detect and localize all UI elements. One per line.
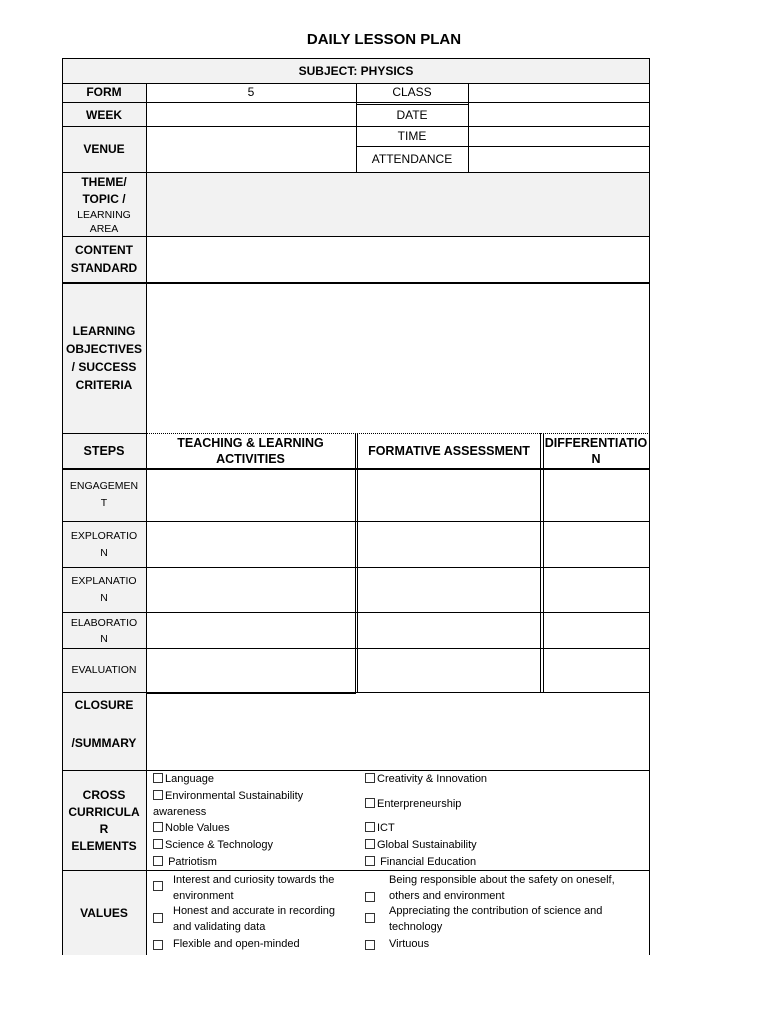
closure-label-line: /SUMMARY [71,736,137,750]
learning-objectives-line: / SUCCESS [71,360,137,374]
checkbox-icon[interactable] [365,892,375,902]
option-text: Environmental Sustainability [165,790,304,802]
option-text: technology [389,921,443,933]
cross-option-creativity[interactable] [365,771,487,787]
page-title: DAILY LESSON PLAN [306,31,462,48]
border [62,648,650,649]
option-text: ICT [377,822,395,834]
border [62,567,650,568]
step-explanation-label [62,568,146,612]
class-label: CLASS [392,85,432,99]
step-label-line: ENGAGEMEN [69,480,139,492]
learning-objectives-label [62,283,146,433]
cross-curricular-line: ELEMENTS [71,838,137,853]
cross-option-noble-values[interactable] [153,820,230,836]
step-label-line: N [100,632,108,645]
border [355,433,356,693]
content-standard-label [62,236,146,282]
option-text: Flexible and open-minded [173,938,300,950]
checkbox-icon[interactable] [153,790,163,800]
differentiation-header-line: DIFFERENTIATIO [544,436,648,450]
checkbox-icon[interactable] [365,839,375,849]
differentiation-header [543,434,649,468]
option-text: Appreciating the contribution of science and [389,905,603,917]
checkbox-icon[interactable] [153,839,163,849]
cross-option-environmental-line2: awareness [153,806,207,818]
cross-option-science-technology[interactable] [153,837,273,853]
theme-value-field[interactable] [146,172,649,236]
learning-objectives-line: LEARNING [72,324,136,338]
cross-curricular-line: CURRICULA [68,804,140,819]
option-text: Being responsible about the safety on oneself, [389,874,615,886]
theme-label-line: TOPIC / [82,192,126,206]
checkbox-icon[interactable] [153,822,163,832]
value-option-honest[interactable] [153,903,353,935]
step-label-line: N [100,592,108,604]
checkbox-icon[interactable] [365,856,375,866]
tla-header-line: TEACHING & LEARNING [177,436,324,450]
tla-header [146,434,355,468]
engagement-assessment-field[interactable] [358,470,539,520]
form-value[interactable]: 5 [247,85,255,99]
venue-value-field[interactable] [146,126,356,172]
option-text: Virtuous [389,938,430,950]
week-label: WEEK [86,107,122,122]
option-text: Creativity & Innovation [377,773,488,785]
checkbox-icon[interactable] [365,913,375,923]
border [62,870,650,871]
date-value-field[interactable] [468,104,649,126]
closure-label [62,693,146,770]
cross-curricular-line: CROSS [82,787,126,802]
checkbox-icon[interactable] [365,822,375,832]
week-value-field[interactable] [146,104,356,126]
steps-header: STEPS [83,443,125,458]
option-text: and validating data [173,921,266,933]
formative-assessment-header: FORMATIVE ASSESSMENT [368,443,530,458]
step-label-line: T [100,497,108,509]
learning-objectives-field[interactable] [146,283,649,433]
option-text: Language [165,773,214,785]
time-value-field[interactable] [468,126,649,146]
value-option-flexible[interactable] [153,936,353,952]
content-standard-line: CONTENT [75,243,133,257]
option-text: Patriotism [168,856,217,868]
value-option-interest[interactable] [153,872,353,904]
option-text: Interest and curiosity towards the [173,874,335,886]
cross-curricular-line: R [99,821,109,836]
theme-label-line: THEME/ [81,175,127,189]
border [540,433,541,693]
content-standard-field[interactable] [146,236,649,282]
option-text: Global Sustainability [377,839,477,851]
closure-field[interactable] [146,693,649,770]
content-standard-line: STANDARD [70,261,138,275]
step-engagement-label [62,469,146,521]
theme-label [62,172,146,236]
cross-option-language[interactable] [153,771,214,787]
tla-header-line: ACTIVITIES [216,452,285,466]
form-label: FORM [86,85,122,99]
venue-label: VENUE [83,141,125,156]
subject-title: SUBJECT: PHYSICS [298,63,414,78]
closure-label-line: CLOSURE [74,698,134,712]
checkbox-icon[interactable] [365,940,375,950]
option-text: others and environment [389,890,505,902]
checkbox-icon[interactable] [365,798,375,808]
cross-option-ict[interactable] [365,820,395,836]
option-text: Noble Values [165,822,230,834]
class-value-field[interactable] [468,83,649,102]
values-label: VALUES [80,905,128,920]
checkbox-icon[interactable] [153,913,163,923]
option-text: Science & Technology [165,839,274,851]
step-label-line: EXPLORATIO [70,529,138,542]
cross-curricular-label [62,771,146,870]
step-evaluation-label: EVALUATION [71,664,137,676]
step-label-line: N [100,546,108,559]
step-label-line: ELABORATIO [70,616,138,629]
cross-option-patriotism[interactable] [153,854,217,870]
time-label: TIME [397,128,427,143]
value-option-responsible[interactable] [365,872,645,904]
border [62,770,650,771]
checkbox-icon[interactable] [153,940,163,950]
learning-objectives-line: OBJECTIVES [65,342,143,356]
checkbox-icon[interactable] [365,773,375,783]
learning-objectives-line: CRITERIA [75,378,133,392]
theme-label-line: AREA [89,223,119,235]
cross-option-entrepreneurship[interactable] [365,796,461,812]
border [649,58,650,955]
attendance-label: ATTENDANCE [371,151,453,166]
step-exploration-label [62,522,146,567]
border [62,521,650,522]
option-text: Enterpreneurship [377,798,462,810]
differentiation-header-line: N [591,452,601,466]
option-text: Financial Education [380,856,477,868]
checkbox-icon[interactable] [153,856,163,866]
theme-label-line: LEARNING [77,209,131,221]
value-option-appreciating[interactable] [365,903,645,935]
checkbox-icon[interactable] [153,881,163,891]
option-text: environment [173,890,234,902]
cross-option-financial-education[interactable] [365,854,476,870]
border [62,612,650,613]
date-label: DATE [396,107,428,122]
value-option-virtuous[interactable] [365,936,565,952]
engagement-differentiation-field[interactable] [544,470,648,520]
step-elaboration-label [62,613,146,648]
cross-option-global-sustainability[interactable] [365,837,477,853]
attendance-value-field[interactable] [468,146,649,172]
engagement-activity-field[interactable] [147,470,354,520]
cross-option-environmental[interactable] [153,788,303,804]
checkbox-icon[interactable] [153,773,163,783]
step-label-line: EXPLANATIO [71,575,137,587]
option-text: Honest and accurate in recording [173,905,336,917]
